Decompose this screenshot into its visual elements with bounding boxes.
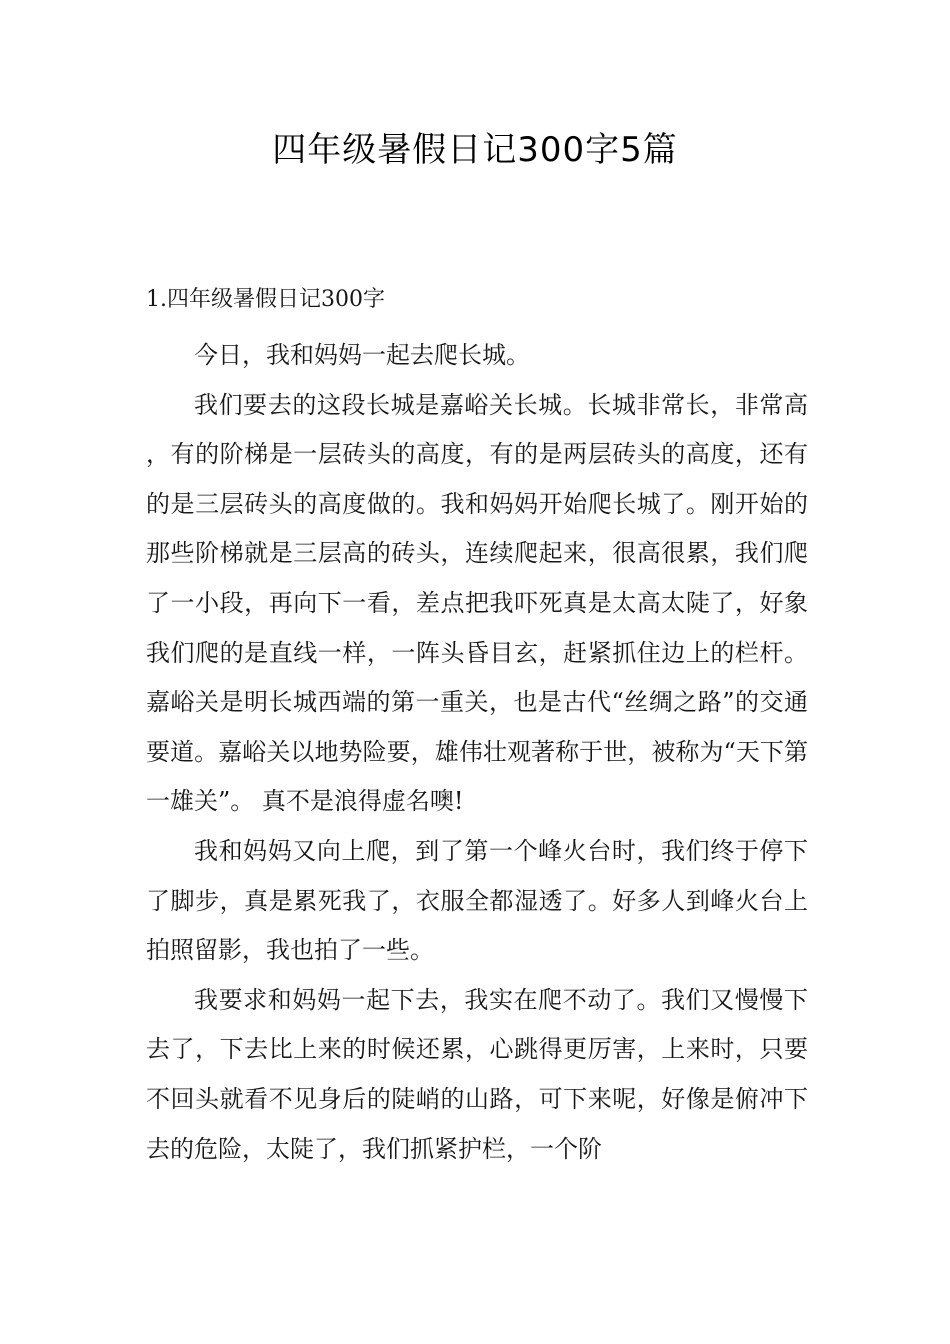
paragraph: 我要求和妈妈一起下去，我实在爬不动了。我们又慢慢下去了，下去比上来的时候还累，心跳得更厉害，上来时，只要不回头就看不见身后的陡峭的山路，可下来呢，好像是俯冲下去的危险，太陡了，我们抓紧护栏，一个阶 — [146, 985, 808, 1163]
paragraph: 我们要去的这段长城是嘉峪关长城。长城非常长，非常高，有的阶梯是一层砖头的高度，有的是两层砖头的高度，还有的是三层砖头的高度做的。我和妈妈开始爬长城了。刚开始的那些阶梯就是三层高的砖头，连续爬起来，很高很累，我们爬了一小段，再向下一看，差点把我吓死真是太高太陡了，好象我们爬的是直线一样，一阵头昏目玄，赶紧抓住边上的栏杆。嘉峪关是明长城西端的第一重关，也是古代“丝绸之路”的交通要道。嘉峪关以地势险要，雄伟壮观著称于世，被称为“天下第一雄关”。 真不是浪得虚名噢! — [146, 390, 808, 816]
section-heading: 1.四年级暑假日记300字 — [146, 287, 385, 312]
document-body — [146, 281, 808, 1174]
document-title: 四年级暑假日记300字5篇 — [272, 130, 678, 170]
paragraph: 我和妈妈又向上爬，到了第一个峰火台时，我们终于停下了脚步，真是累死我了，衣服全都湿透了。好多人到峰火台上拍照留影，我也拍了一些。 — [146, 836, 808, 965]
paragraph: 今日，我和妈妈一起去爬长城。 — [194, 341, 530, 369]
